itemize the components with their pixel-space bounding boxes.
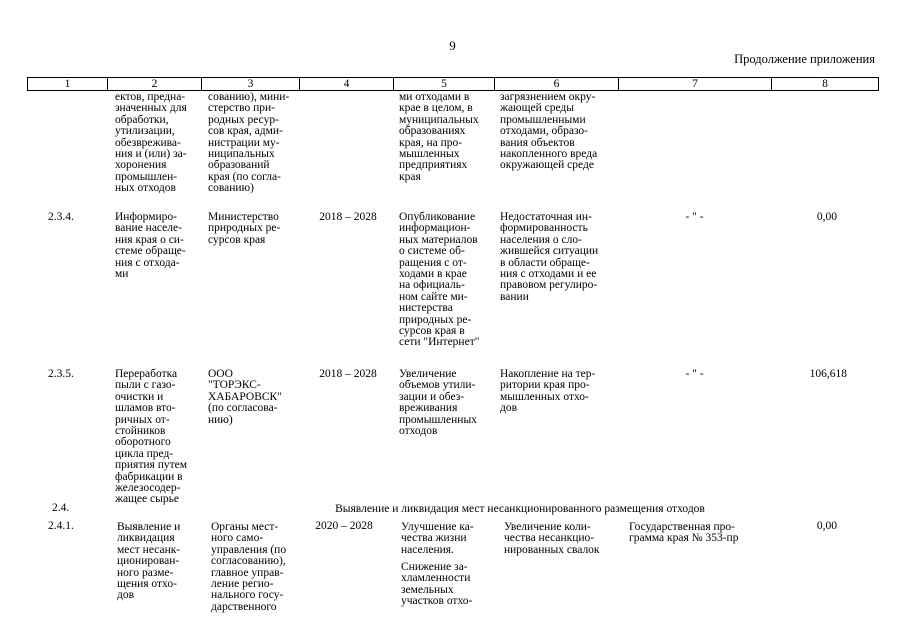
continuation-label: Продолжение приложения bbox=[734, 52, 875, 66]
header-col-7: 7 bbox=[618, 77, 771, 91]
header-col-8: 8 bbox=[771, 77, 879, 91]
row-234-result: Опубликование информацион- ных материалов о системе об- ращения с от- ходами в крае на официаль- ном сайте ми- нистерства природных ре- сурсов края в сети "Интернет" bbox=[399, 211, 480, 349]
header-col-2: 2 bbox=[107, 77, 201, 91]
row-241-executor: Органы мест- ного само- управления (по согласованию), главное управ- ление регио- нального госу- дарственного bbox=[211, 521, 287, 613]
row-235-program: - " - bbox=[685, 368, 704, 380]
row-241-amount: 0,00 bbox=[816, 520, 837, 532]
header-col-4: 4 bbox=[299, 77, 393, 91]
row-234-program: - " - bbox=[685, 211, 704, 223]
row-241-number: 2.4.1. bbox=[48, 520, 74, 532]
header-col-1: 1 bbox=[27, 77, 107, 91]
row-235-period: 2018 – 2028 bbox=[319, 368, 377, 380]
header-col-5: 5 bbox=[393, 77, 494, 91]
row-234-executor: Министерство природных ре- сурсов края bbox=[208, 211, 281, 246]
row-234-number: 2.3.4. bbox=[48, 211, 74, 223]
row-241-program: Государственная про- грамма края № 353-пр bbox=[629, 521, 739, 545]
header-col-3: 3 bbox=[201, 77, 299, 91]
section-24-number: 2.4. bbox=[52, 502, 70, 514]
cont-name-cell: ектов, предна- значенных для обработки, утилизации, обезврежива- ния и (или) за- хоронения промышлен- ных отходов bbox=[115, 91, 187, 195]
cont-consequence-cell: загрязнением окру- жающей среды промышленными отходами, образо- вания объектов накопленного вреда окружающей среде bbox=[500, 91, 598, 172]
row-235-name: Переработка пыли с газо- очистки и шламов вто- ричных от- стойников оборотного цикла пред- приятия путем фабрикации в железосодер- жащее сырье bbox=[115, 368, 188, 506]
cont-result-cell: ми отходами в крае в целом, в муниципальных образованиях края, на про- мышленных предприятиях края bbox=[399, 91, 479, 183]
section-24-title: Выявление и ликвидация мест несанкционированного размещения отходов bbox=[335, 503, 705, 515]
row-235-executor: ООО "ТОРЭКС- ХАБАРОВСК" (по согласова- нию) bbox=[208, 368, 282, 426]
row-234-amount: 0,00 bbox=[816, 211, 837, 223]
row-235-number: 2.3.5. bbox=[48, 368, 74, 380]
row-241-name: Выявление и ликвидация мест несанк- ционирован- ного разме- щения отхо- дов bbox=[117, 521, 181, 602]
cont-executor-cell: сованию), мини- стерство при- родных ресур- сов края, адми- нистрации му- ниципальных образований края (по согла- сованию) bbox=[208, 91, 290, 195]
row-234-period: 2018 – 2028 bbox=[319, 211, 377, 223]
row-235-consequence: Накопление на тер- ритории края про- мышленных отхо- дов bbox=[500, 368, 596, 415]
row-234-name: Информиро- вание населе- ния края о си- стеме обраще- ния с отхода- ми bbox=[115, 211, 186, 281]
header-col-6: 6 bbox=[494, 77, 618, 91]
row-241-result-b: Снижение за- хламленности земельных участков отхо- bbox=[401, 561, 473, 608]
row-235-result: Увеличение объемов утили- зации и обез- вреживания промышленных отходов bbox=[399, 368, 477, 438]
row-235-amount: 106,618 bbox=[809, 368, 847, 380]
page-number: 9 bbox=[449, 38, 456, 53]
row-241-period: 2020 – 2028 bbox=[315, 520, 373, 532]
row-234-consequence: Недостаточная ин- формированность населения о сло- жившейся ситуации в области обраще- ния с отходами и ее правовом регулиро- вании bbox=[500, 211, 599, 303]
row-241-consequence: Увеличение коли- чества несанкцио- нированных свалок bbox=[504, 521, 600, 556]
row-241-result-a: Улучшение ка- чества жизни населения. bbox=[401, 521, 474, 556]
